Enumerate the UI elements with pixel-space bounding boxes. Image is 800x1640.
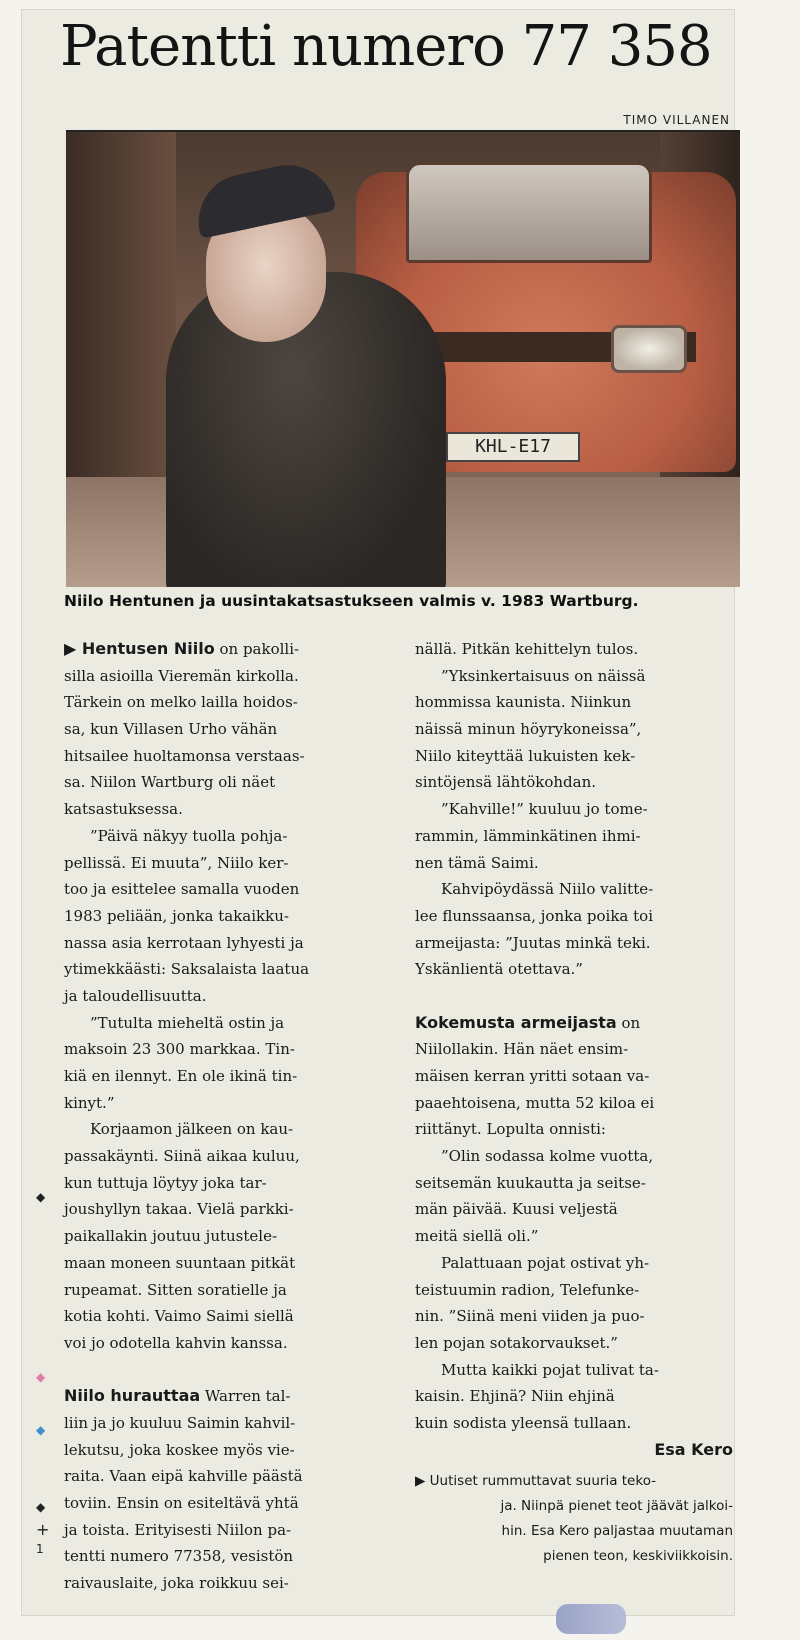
text-line: sa. Niilon Wartburg oli näet <box>64 773 276 792</box>
teaser-line: pienen teon, keskiviikkoisin. <box>543 1548 733 1565</box>
text-line: voi jo odotella kahvin kanssa. <box>64 1333 288 1352</box>
text-line <box>415 1010 733 1037</box>
column-teaser <box>415 1469 733 1569</box>
text-line: maan moneen suuntaan pitkät <box>64 1253 296 1272</box>
text-line: len pojan sotakorvaukset.” <box>415 1333 618 1352</box>
text-line: kinyt.” <box>64 1093 115 1112</box>
text-line: raivauslaite, joka roikkuu sei- <box>64 1574 289 1593</box>
text-line: ”Kahville!” kuuluu jo tome- <box>441 800 648 819</box>
text-line: sa, kun Villasen Urho vähän <box>64 720 278 739</box>
text-line: hitsailee huoltamonsa verstaas- <box>64 746 305 765</box>
text-line: Yskänlientä otettava.” <box>415 960 583 979</box>
text-line: rupeamat. Sitten soratielle ja <box>64 1280 287 1299</box>
section-lead: Kokemusta armeijasta <box>415 1012 617 1032</box>
text-line: paikallakin joutuu jutustele- <box>64 1227 278 1246</box>
text-line: raita. Vaan eipä kahville päästä <box>64 1467 303 1486</box>
text-line: Korjaamon jälkeen on kau- <box>90 1120 294 1139</box>
text-line: Palattuaan pojat ostivat yh- <box>441 1253 650 1272</box>
margin-plus: + <box>36 1520 50 1539</box>
car-windshield <box>406 162 652 263</box>
text-line: ja taloudellisuutta. <box>64 986 207 1005</box>
text-line: katsastuksessa. <box>64 800 183 819</box>
text-line: armeijasta: ”Juutas minkä teki. <box>415 933 651 952</box>
text-line: passakäynti. Siinä aikaa kuluu, <box>64 1147 300 1166</box>
author-signature: Esa Kero <box>654 1439 733 1459</box>
text-line: teistuumin radion, Telefunke- <box>415 1280 640 1299</box>
text-line: nassa asia kerrotaan lyhyesti ja <box>64 933 304 952</box>
text-run: Warren tal- <box>200 1387 291 1406</box>
text-line: joushyllyn takaa. Vielä parkki- <box>64 1200 294 1219</box>
text-line: toviin. Ensin on esiteltävä yhtä <box>64 1494 299 1512</box>
margin-number: 1 <box>36 1542 44 1556</box>
text-line: seitsemän kuukautta ja seitse- <box>415 1173 646 1192</box>
text-run: on pakolli- <box>214 640 300 658</box>
text-line: hommissa kaunista. Niinkun <box>415 693 632 712</box>
headline: Patentti numero 77 358 <box>60 14 712 79</box>
margin-bullet-blue: ◆ <box>36 1423 46 1437</box>
photographer-credit: TIMO VILLANEN <box>623 113 730 127</box>
text-line <box>415 983 733 1010</box>
car-headlamp <box>611 325 687 373</box>
text-line: riittänyt. Lopulta onnisti: <box>415 1120 606 1139</box>
text-line: silla asioilla Vieremän kirkolla. <box>64 666 299 685</box>
text-line: maksoin 23 300 markkaa. Tin- <box>64 1040 295 1059</box>
left-column <box>64 636 387 1597</box>
section-lead: ▶ Hentusen Niilo <box>64 639 215 658</box>
text-line: ”Yksinkertaisuus on näissä <box>441 666 646 685</box>
text-line: ja toista. Erityisesti Niilon pa- <box>64 1520 292 1539</box>
teaser-line: hin. Esa Kero paljastaa muutaman <box>501 1523 733 1540</box>
text-line: kiä en ilennyt. En ole ikinä tin- <box>64 1067 298 1085</box>
text-line: ”Päivä näkyy tuolla pohja- <box>90 826 288 845</box>
section-lead: Niilo hurauttaa <box>64 1386 201 1406</box>
text-line: Tärkein on melko lailla hoidos- <box>64 693 298 712</box>
page-tab-mark <box>556 1604 626 1634</box>
text-line: ytimekkäästi: Saksalaista laatua <box>64 960 310 979</box>
text-line: lee flunssaansa, jonka poika toi <box>415 906 653 925</box>
text-line: kuin sodista yleensä tullaan. <box>415 1413 632 1432</box>
text-line: ”Tutulta mieheltä ostin ja <box>90 1013 285 1032</box>
text-line <box>64 1357 387 1384</box>
text-line: nällä. Pitkän kehittelyn tulos. <box>415 640 639 658</box>
text-line: näissä minun höyrykoneissa”, <box>415 720 642 739</box>
text-line: Niilollakin. Hän näet ensim- <box>415 1040 629 1059</box>
text-line: kaisin. Ehjinä? Niin ehjinä <box>415 1387 615 1406</box>
teaser-line: ▶ Uutiset rummuttavat suuria teko- <box>415 1473 657 1490</box>
text-run: on <box>616 1013 641 1032</box>
text-line: Niilo kiteyttää lukuisten kek- <box>415 746 636 765</box>
text-line: liin ja jo kuuluu Saimin kahvil- <box>64 1413 296 1432</box>
text-line: lekutsu, joka koskee myös vie- <box>64 1440 295 1459</box>
text-line: mäisen kerran yritti sotaan va- <box>415 1067 650 1085</box>
margin-bullet: ◆ <box>36 1500 46 1514</box>
text-line: män päivää. Kuusi veljestä <box>415 1200 618 1219</box>
text-line <box>64 636 387 663</box>
right-column <box>415 636 733 1569</box>
text-line: nen tämä Saimi. <box>415 853 539 872</box>
text-line: meitä siellä oli.” <box>415 1227 539 1246</box>
text-line: kun tuttuja löytyy joka tar- <box>64 1173 267 1192</box>
text-line: Kahvipöydässä Niilo valitte- <box>441 880 654 899</box>
license-plate: KHL-E17 <box>446 432 580 462</box>
text-line: nin. ”Siinä meni viiden ja puo- <box>415 1307 645 1326</box>
text-line: ”Olin sodassa kolme vuotta, <box>441 1147 654 1166</box>
margin-bullet-pink: ◆ <box>36 1370 46 1384</box>
teaser-line: ja. Niinpä pienet teot jäävät jalkoi- <box>500 1498 733 1515</box>
article-photo <box>66 130 740 587</box>
margin-bullet: ◆ <box>36 1190 46 1204</box>
text-line: too ja esittelee samalla vuoden <box>64 880 300 899</box>
text-line: rammin, lämminkätinen ihmi- <box>415 826 641 845</box>
text-line: tentti numero 77358, vesistön <box>64 1547 294 1566</box>
text-line <box>64 1383 387 1410</box>
text-line: pellissä. Ei muuta”, Niilo ker- <box>64 853 289 872</box>
text-line: 1983 peliään, jonka takaikku- <box>64 906 289 925</box>
text-line: paaehtoisena, mutta 52 kiloa ei <box>415 1093 655 1112</box>
text-line: Mutta kaikki pojat tulivat ta- <box>441 1360 659 1379</box>
text-line: kotia kohti. Vaimo Saimi siellä <box>64 1307 294 1326</box>
photo-caption: Niilo Hentunen ja uusintakatsastukseen valmis v. 1983 Wartburg. <box>64 592 639 610</box>
text-line: sintöjensä lähtökohdan. <box>415 773 597 792</box>
